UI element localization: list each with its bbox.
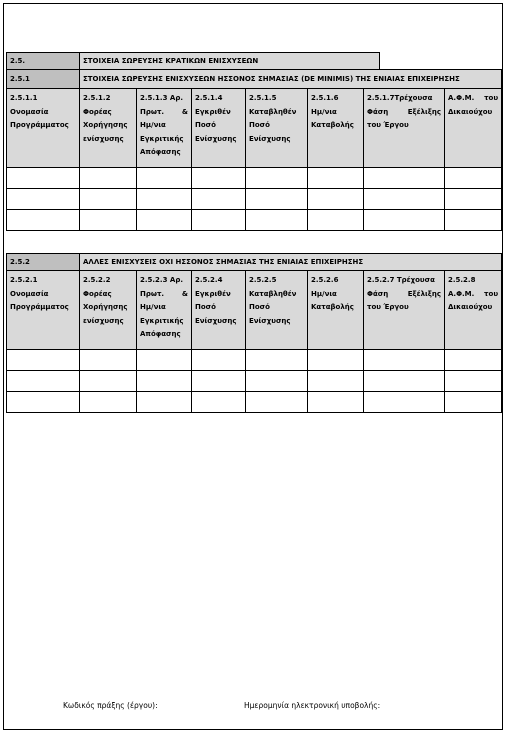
column-header <box>308 89 364 168</box>
column-header-line: Α.Φ.Μ. του <box>448 289 499 298</box>
column-header-line: Ενίσχυσης <box>249 134 291 143</box>
cell[interactable] <box>445 168 502 189</box>
cell[interactable] <box>246 168 308 189</box>
column-header-line: 2.5.2.8 <box>448 276 476 284</box>
column-header-line: Εγκριτικής <box>140 134 184 143</box>
column-header-line: Ποσό <box>249 121 270 129</box>
cell[interactable] <box>137 189 192 210</box>
table-row <box>7 371 502 392</box>
cell[interactable] <box>7 371 80 392</box>
column-header-line: Καταβολής <box>311 303 354 311</box>
column-header-line: 2.5.1.1 <box>10 94 38 102</box>
column-header-line: Ενίσχυσης <box>195 316 237 325</box>
submission-date-label: Ημερομηνία ηλεκτρονική υποβολής: <box>244 701 381 710</box>
column-header <box>364 89 445 168</box>
column-header-line: Ημ/νια <box>311 107 337 116</box>
cell[interactable] <box>137 350 192 371</box>
column-header-line: Φάση Εξέλιξης <box>367 289 441 298</box>
column-header-line: Ονομασία <box>10 107 49 116</box>
column-header-line: Εγκριθέν <box>195 289 231 298</box>
table1-title: ΣΤΟΙΧΕΙΑ ΣΩΡΕΥΣΗΣ ΕΝΙΣΧΥΣΕΩΝ ΗΣΣΟΝΟΣ ΣΗΜΑΣΙΑΣ (DE MINIMIS) ΤΗΣ ΕΝΙΑΙΑΣ ΕΠΙΧΕΙΡΗΣΗΣ <box>80 70 502 89</box>
column-header <box>137 271 192 350</box>
column-header-line: Πρωτ. & <box>140 107 188 116</box>
cell[interactable] <box>445 392 502 413</box>
column-header-line: Προγράμματος <box>10 121 69 129</box>
cell[interactable] <box>137 371 192 392</box>
column-header-line: Χορήγησης <box>83 303 128 311</box>
column-header <box>7 89 80 168</box>
cell[interactable] <box>192 210 246 231</box>
column-header-line: 2.5.2.1 <box>10 276 38 284</box>
column-header-line: 2.5.2.4 <box>195 276 223 284</box>
project-code-label: Κωδικός πράξης (έργου): <box>63 701 158 710</box>
table1-column-headers <box>7 89 502 168</box>
column-header-line: Ενίσχυσης <box>195 134 237 143</box>
cell[interactable] <box>308 350 364 371</box>
column-header <box>308 271 364 350</box>
cell[interactable] <box>308 371 364 392</box>
column-header-line: ενίσχυσης <box>83 316 124 325</box>
column-header-line: 2.5.1.3 Αρ. <box>140 94 183 102</box>
cell[interactable] <box>364 168 445 189</box>
column-header-line: Ενίσχυσης <box>249 316 291 325</box>
cell[interactable] <box>80 189 137 210</box>
cell[interactable] <box>7 350 80 371</box>
cell[interactable] <box>246 210 308 231</box>
table-row <box>7 392 502 413</box>
table1-code: 2.5.1 <box>7 70 80 89</box>
column-header-line: του Έργου <box>367 303 409 311</box>
de-minimis-table <box>6 69 502 231</box>
column-header-line: Ημ/νια <box>140 303 166 311</box>
column-header-line: Ονομασία <box>10 289 49 298</box>
column-header <box>445 89 502 168</box>
column-header-line: Πρωτ. & <box>140 289 188 298</box>
table2-column-headers <box>7 271 502 350</box>
cell[interactable] <box>308 189 364 210</box>
column-header-line: Δικαιούχου <box>448 303 493 311</box>
cell[interactable] <box>7 392 80 413</box>
column-header <box>7 271 80 350</box>
column-header <box>364 271 445 350</box>
cell[interactable] <box>192 189 246 210</box>
column-header-line: Δικαιούχου <box>448 107 493 116</box>
table-row <box>7 168 502 189</box>
column-header <box>80 89 137 168</box>
cell[interactable] <box>7 189 80 210</box>
column-header-line: 2.5.2.7 Τρέχουσα <box>367 276 435 284</box>
cell[interactable] <box>246 189 308 210</box>
column-header-line: Ημ/νια <box>311 289 337 298</box>
column-header-line: 2.5.2.2 <box>83 276 111 284</box>
column-header-line: Καταβολής <box>311 121 354 129</box>
cell[interactable] <box>7 210 80 231</box>
column-header-line: Ποσό <box>249 303 270 311</box>
table-row <box>7 350 502 371</box>
column-header <box>80 271 137 350</box>
column-header-line: Χορήγησης <box>83 121 128 129</box>
column-header-line: Εγκριθέν <box>195 107 231 116</box>
cell[interactable] <box>445 350 502 371</box>
column-header-line: Καταβληθέν <box>249 107 297 116</box>
column-header-line: 2.5.2.5 <box>249 276 277 284</box>
column-header-line: Ποσό <box>195 303 216 311</box>
cell[interactable] <box>364 392 445 413</box>
column-header-line: Ποσό <box>195 121 216 129</box>
section-code: 2.5. <box>7 53 80 70</box>
cell[interactable] <box>137 168 192 189</box>
table2-code: 2.5.2 <box>7 254 80 271</box>
column-header-line: 2.5.1.7Τρέχουσα <box>367 94 433 102</box>
cell[interactable] <box>137 392 192 413</box>
other-aid-table <box>6 253 502 413</box>
cell[interactable] <box>137 210 192 231</box>
column-header <box>137 89 192 168</box>
cell[interactable] <box>246 350 308 371</box>
cell[interactable] <box>445 189 502 210</box>
column-header-line: 2.5.1.2 <box>83 94 111 102</box>
cell[interactable] <box>192 350 246 371</box>
cell[interactable] <box>80 210 137 231</box>
column-header-line: Προγράμματος <box>10 303 69 311</box>
column-header <box>445 271 502 350</box>
column-header-line: 2.5.1.5 <box>249 94 277 102</box>
table-row <box>7 210 502 231</box>
column-header-line: 2.5.2.3 Αρ. <box>140 276 183 284</box>
column-header-line: 2.5.2.6 <box>311 276 339 284</box>
column-header-line: Φορέας <box>83 107 112 116</box>
cell[interactable] <box>192 371 246 392</box>
cell[interactable] <box>80 168 137 189</box>
cell[interactable] <box>308 168 364 189</box>
cell[interactable] <box>80 350 137 371</box>
cell[interactable] <box>445 371 502 392</box>
cell[interactable] <box>308 392 364 413</box>
cell[interactable] <box>364 350 445 371</box>
column-header-line: του Έργου <box>367 121 409 129</box>
column-header-line: Α.Φ.Μ. του <box>448 94 499 102</box>
column-header-line: 2.5.1.4 <box>195 94 223 102</box>
column-header <box>192 271 246 350</box>
cell[interactable] <box>246 371 308 392</box>
cell[interactable] <box>192 392 246 413</box>
column-header-line: Καταβληθέν <box>249 289 297 298</box>
section-header-2-5 <box>6 52 380 70</box>
column-header-line: 2.5.1.6 <box>311 94 339 102</box>
table2-title: ΑΛΛΕΣ ΕΝΙΣΧΥΣΕΙΣ ΟΧΙ ΗΣΣΟΝΟΣ ΣΗΜΑΣΙΑΣ ΤΗΣ ΕΝΙΑΙΑΣ ΕΠΙΧΕΙΡΗΣΗΣ <box>80 254 502 271</box>
cell[interactable] <box>445 210 502 231</box>
column-header-line: Εγκριτικής <box>140 316 184 325</box>
column-header-line: Ημ/νια <box>140 121 166 129</box>
cell[interactable] <box>7 168 80 189</box>
cell[interactable] <box>364 189 445 210</box>
cell[interactable] <box>80 392 137 413</box>
column-header-line: Απόφασης <box>140 148 181 156</box>
column-header <box>192 89 246 168</box>
cell[interactable] <box>192 168 246 189</box>
column-header-line: Φορέας <box>83 289 112 298</box>
column-header-line: Φάση Εξέλιξης <box>367 107 441 116</box>
section-title: ΣΤΟΙΧΕΙΑ ΣΩΡΕΥΣΗΣ ΚΡΑΤΙΚΩΝ ΕΝΙΣΧΥΣΕΩΝ <box>80 53 380 70</box>
cell[interactable] <box>308 210 364 231</box>
table-row <box>7 189 502 210</box>
cell[interactable] <box>246 392 308 413</box>
cell[interactable] <box>364 210 445 231</box>
cell[interactable] <box>80 371 137 392</box>
column-header <box>246 89 308 168</box>
column-header-line: ενίσχυσης <box>83 134 124 143</box>
cell[interactable] <box>364 371 445 392</box>
column-header-line: Απόφασης <box>140 330 181 338</box>
column-header <box>246 271 308 350</box>
